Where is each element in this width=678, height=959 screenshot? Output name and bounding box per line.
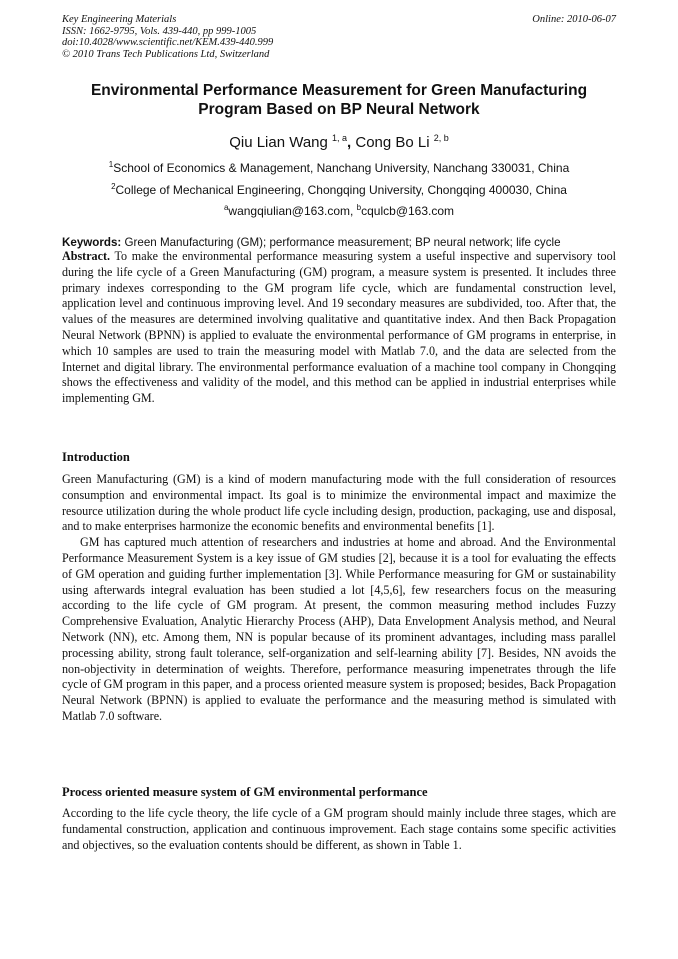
keywords-text: Green Manufacturing (GM); performance measurement; BP neural network; life cycle — [121, 236, 561, 249]
abstract — [62, 249, 616, 407]
abstract-text: To make the environmental performance measuring system a useful inspective and supervisory tool during the life cycle of a Green Manufacturing (GM) program, a measure system is presented. It includes three primary indexes corresponding to the GM program life cycle, which are fundamental construction level, application level and continuous improving level. And 19 secondary measures are subdivided, too. After that, the values of the measures are determined involving qualitative and quantitative index. And then Back Propagation Neural Network (BPNN) is applied to evaluate the environmental performance of GM programs in enterprise, in which 10 samples are used to train the measuring model with Matlab 7.0, and the data are selected from the Internet and digital library. The environmental performance evaluation of a machine tool company in Chongqing shows the effectiveness and validity of the model, and this method can be applied in industrial enterprises while implementing GM. — [62, 249, 616, 406]
paper-title — [62, 82, 616, 119]
author-2-affiliation-marker: 2, b — [433, 133, 449, 143]
author-1: Qiu Lian Wang — [229, 134, 328, 151]
affiliation-2-text: College of Mechanical Engineering, Chongqing University, Chongqing 400030, China — [115, 183, 567, 197]
affiliation-1-marker: 1 — [108, 160, 114, 169]
journal-copyright: © 2010 Trans Tech Publications Ltd, Switzerland — [62, 48, 270, 60]
introduction-body — [62, 472, 616, 725]
author-1-affiliation-marker: 1, a — [332, 133, 348, 143]
affiliation-1-text: School of Economics & Management, Nanchang University, Nanchang 330031, China — [113, 161, 570, 175]
keywords — [62, 235, 616, 250]
journal-doi: doi:10.4028/www.scientific.net/KEM.439-440.999 — [62, 37, 274, 48]
title-line-2: Program Based on BP Neural Network — [198, 100, 480, 118]
author-separator: , — [347, 134, 352, 151]
email-b[interactable]: cqulcb@163.com — [361, 204, 455, 218]
affiliation-2-marker: 2 — [111, 182, 116, 191]
affiliation-1 — [62, 157, 616, 176]
process-section-body — [62, 806, 616, 853]
process-section-heading: Process oriented measure system of GM environmental performance — [62, 785, 428, 799]
author-emails — [62, 200, 616, 219]
author-list — [62, 129, 616, 152]
email-a[interactable]: wangqiulian@163.com, — [228, 204, 357, 218]
keywords-label: Keywords: — [62, 236, 122, 249]
affiliation-2 — [62, 179, 616, 198]
journal-header — [62, 14, 616, 60]
abstract-label: Abstract. — [62, 249, 111, 263]
introduction-heading: Introduction — [62, 450, 130, 464]
introduction-paragraph-1: Green Manufacturing (GM) is a kind of modern manufacturing mode with the full consideration of resources consumption and environmental impact. Its goal is to minimize the environmental impact and maximize the resource utilization during the whole product life cycle including design, production, packaging, use and disposal, and to make enterprises harmonize the economic benefits and environmental benefits [1]. — [62, 472, 616, 534]
author-2: Cong Bo Li — [351, 134, 430, 151]
title-line-1: Environmental Performance Measurement for Green Manufacturing — [90, 82, 588, 99]
journal-issn: ISSN: 1662-9795, Vols. 439-440, pp 999-1005 — [62, 25, 257, 37]
online-date: Online: 2010-06-07 — [532, 14, 616, 25]
process-section-paragraph-1: According to the life cycle theory, the life cycle of a GM program should mainly include three stages, which are fundamental construction, application and continuous improvement. Each stage contains some specific activities and objectives, so the evaluation contents should be different, as shown in Table 1. — [62, 806, 616, 852]
journal-name: Key Engineering Materials — [62, 14, 177, 25]
email-b-marker: b — [356, 203, 362, 212]
email-a-marker: a — [223, 203, 229, 212]
introduction-paragraph-2: GM has captured much attention of researchers and industries at home and abroad. And the Environmental Performance Measurement System is a key issue of GM studies [2], because it is a tool for evaluating the effects of GM operation and guiding further implementation [3]. While Performance measuring for GM or sustainability using afterwards integral evaluation has been studied a lot [4,5,6], few researchers focus on the measuring according to the life cycle of GM program. At present, the common measuring method includes Fuzzy Comprehensive Evaluation, Analytic Hierarchy Process (AHP), Data Envelopment Analysis method, and Neural Network (NN), etc. Among them, NN is popular because of its prominent advantages, including mass parallel processing ability, strong fault tolerance, self-organization and self-learning ability [7]. Besides, NN avoids the non-objectivity in determination of weights. Therefore, performance measuring impenetrates through the life cycle of GM program in this paper, and a process oriented measure system is proposed; besides, Back Propagation Neural Network (BPNN) is applied to evaluate the performance and the measuring method is simulated with Matlab 7.0 software. — [62, 535, 617, 723]
